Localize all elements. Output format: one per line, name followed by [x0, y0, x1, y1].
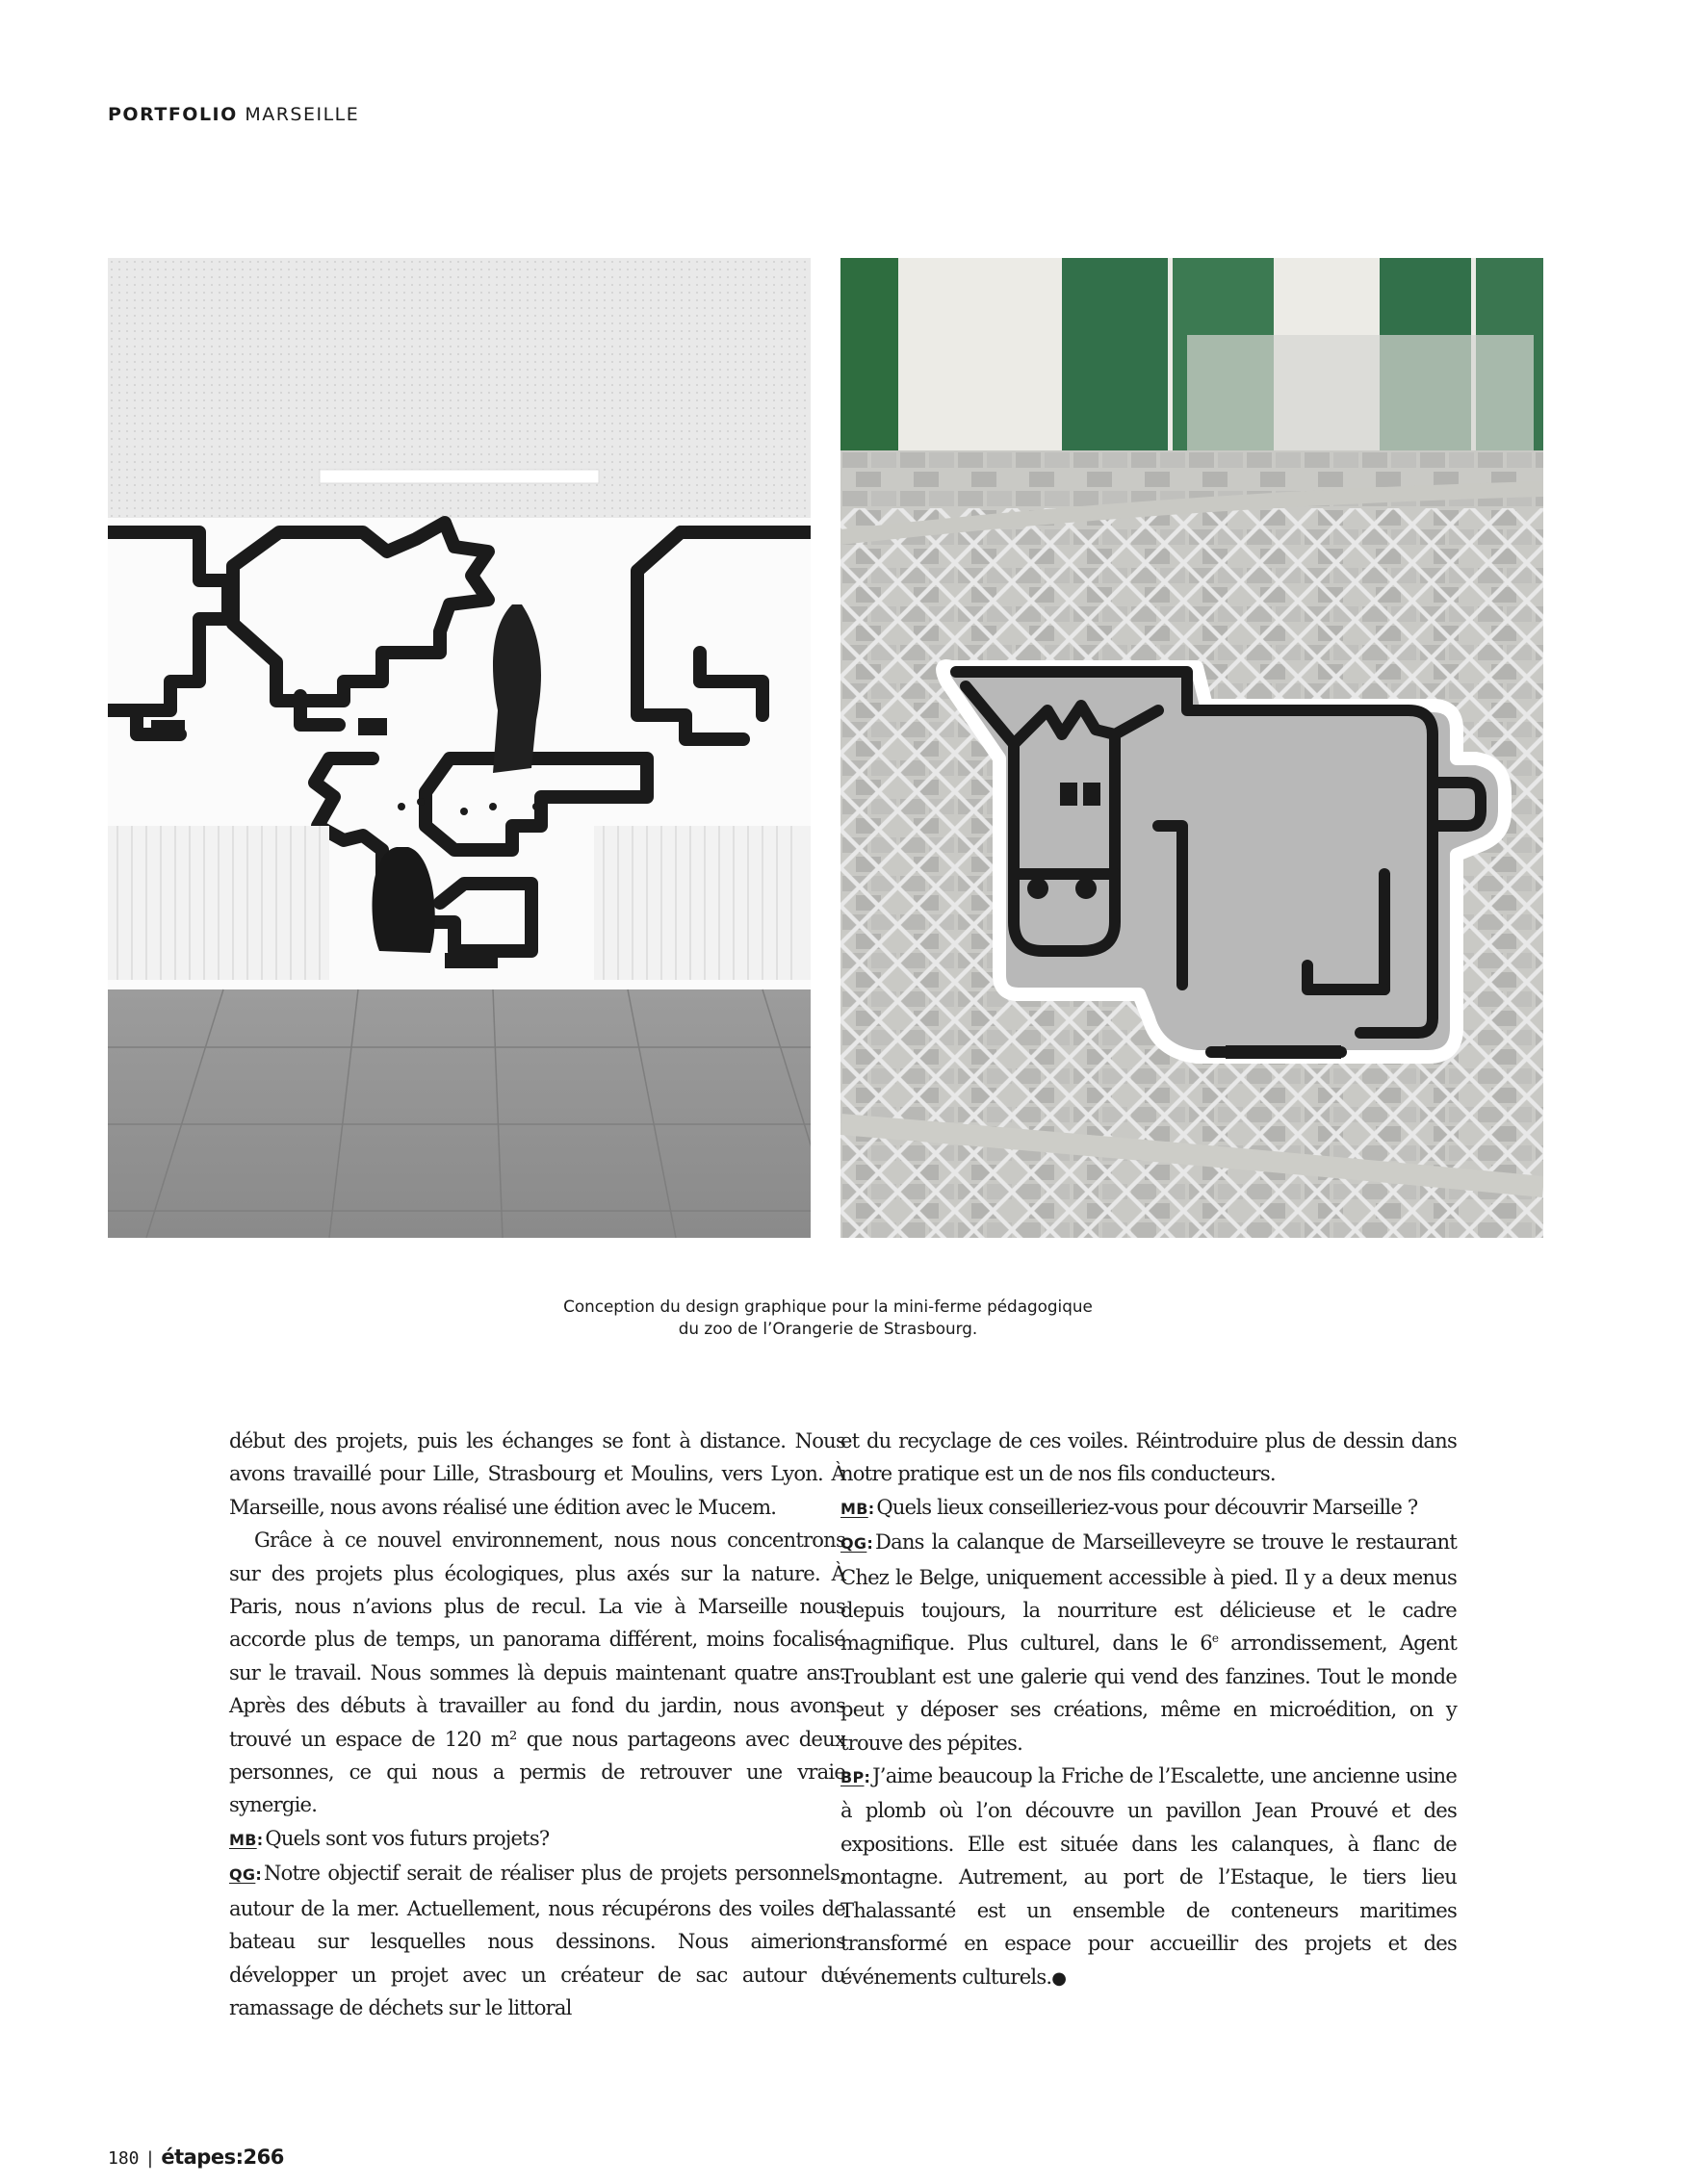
caption-line-2: du zoo de l’Orangerie de Strasbourg. [678, 1319, 978, 1338]
question-text: Quels lieux conseilleriez-vous pour découvrir Marseille ? [876, 1494, 1418, 1519]
answer-text: Dans la calanque de Marseilleveyre se trouve le restaurant Chez le Belge, uniquement accessible à pied. Il y a deux menus depuis toujours, la nourriture est délicieuse et le cadre magnifique. Plus culturel, dans le 6 [840, 1529, 1457, 1656]
page-footer [108, 2145, 284, 2169]
fence-sign-illustration [840, 258, 1543, 1238]
speaker-label: QG [840, 1534, 867, 1554]
running-header [108, 104, 359, 125]
paragraph: début des projets, puis les échanges se font à distance. Nous avons travaillé pour Lille, Strasbourg et Moulins, vers Lyon. À Marseille, nous avons réalisé une édition avec le Mucem. [229, 1428, 845, 1519]
answer-text: J’aime beaucoup la Friche de l’Escalette, une ancienne usine à plomb où l’on découvre un pavillon Jean Prouvé et des expositions. Elle est située dans les calanques, à flanc de montagne. Autrement, au port de l’Estaque, le tiers lieu Thalassanté est un ensemble de conteneurs maritimes transformé en espace pour accueillir des projets et des événements culturels. [840, 1763, 1457, 1989]
magazine-name: étapes: [161, 2145, 244, 2169]
answer-text: Notre objectif serait de réaliser plus de projets personnels, autour de la mer. Actuellement, nous récupérons des voiles de bateau sur lesquelles nous dessinons. Nous aimerions développer un projet avec un créateur de sac autour du ramassage de déchets sur le littoral [229, 1861, 845, 2019]
classroom-photo [108, 258, 811, 1238]
interview-question: MB: Quels lieux conseilleriez-vous pour découvrir Marseille ? [840, 1494, 1418, 1519]
speaker-label: MB [229, 1830, 257, 1849]
speaker-label: BP [840, 1768, 865, 1787]
interview-question: MB: Quels sont vos futurs projets? [229, 1825, 550, 1850]
fence-sign-photo [840, 258, 1543, 1238]
end-mark: ● [1051, 1967, 1067, 1989]
article-column-right [840, 1425, 1457, 1995]
speaker-label: MB [840, 1499, 868, 1518]
page-number: 180 [108, 2148, 140, 2169]
footer-separator: | [144, 2148, 156, 2169]
classroom-illustration [108, 258, 811, 1238]
photo-caption [433, 1296, 1223, 1340]
article-column-left [229, 1425, 845, 2024]
interview-answer: QG: Notre objectif serait de réaliser plus de projets personnels, autour de la mer. Actuellement, nous récupérons des voiles de bateau sur lesquelles nous dessinons. Nous aimerions développer un projet avec un créateur de sac autour du ramassage de déchets sur le littoral [229, 1861, 845, 2019]
answer-text: arrondissement, Agent Troublant est une galerie qui vend des fanzines. Tout le monde peut y déposer ses créations, même en microédition, on y trouve des pépites. [840, 1631, 1457, 1755]
superscript: e [1211, 1632, 1219, 1646]
header-city: MARSEILLE [245, 104, 360, 125]
caption-line-1: Conception du design graphique pour la mini-ferme pédagogique [563, 1297, 1093, 1316]
speaker-label: QG [229, 1865, 256, 1885]
header-section: PORTFOLIO [108, 104, 238, 125]
interview-answer: BP: J’aime beaucoup la Friche de l’Escalette, une ancienne usine à plomb où l’on découvre un pavillon Jean Prouvé et des expositions. Elle est située dans les calanques, à flanc de montagne. Autrement, au port de l’Estaque, le tiers lieu Thalassanté est un ensemble de conteneurs maritimes transformé en espace pour accueillir des projets et des événements culturels.● [840, 1763, 1457, 1989]
interview-answer: QG: Dans la calanque de Marseilleveyre se trouve le restaurant Chez le Belge, uniquement accessible à pied. Il y a deux menus depuis toujours, la nourriture est délicieuse et le cadre magnifique. Plus culturel, dans le 6e arrondissement, Agent Troublant est une galerie qui vend des fanzines. Tout le monde peut y déposer ses créations, même en microédition, on y trouve des pépites. [840, 1529, 1457, 1755]
paragraph: et du recyclage de ces voiles. Réintroduire plus de dessin dans notre pratique est un de nos fils conducteurs. [840, 1428, 1457, 1486]
question-text: Quels sont vos futurs projets? [265, 1825, 550, 1850]
paragraph: Grâce à ce nouvel environnement, nous nous concentrons sur des projets plus écologiques, plus axés sur la nature. À Paris, nous n’avions plus de recul. La vie à Marseille nous accorde plus de temps, un panorama différent, moins focalisé sur le travail. Nous sommes là depuis maintenant quatre ans. Après des débuts à travailler au fond du jardin, nous avons trouvé un espace de 120 m² que nous partageons avec deux personnes, ce qui nous a permis de retrouver une vraie synergie. [229, 1528, 845, 1817]
issue-number: 266 [243, 2145, 284, 2169]
